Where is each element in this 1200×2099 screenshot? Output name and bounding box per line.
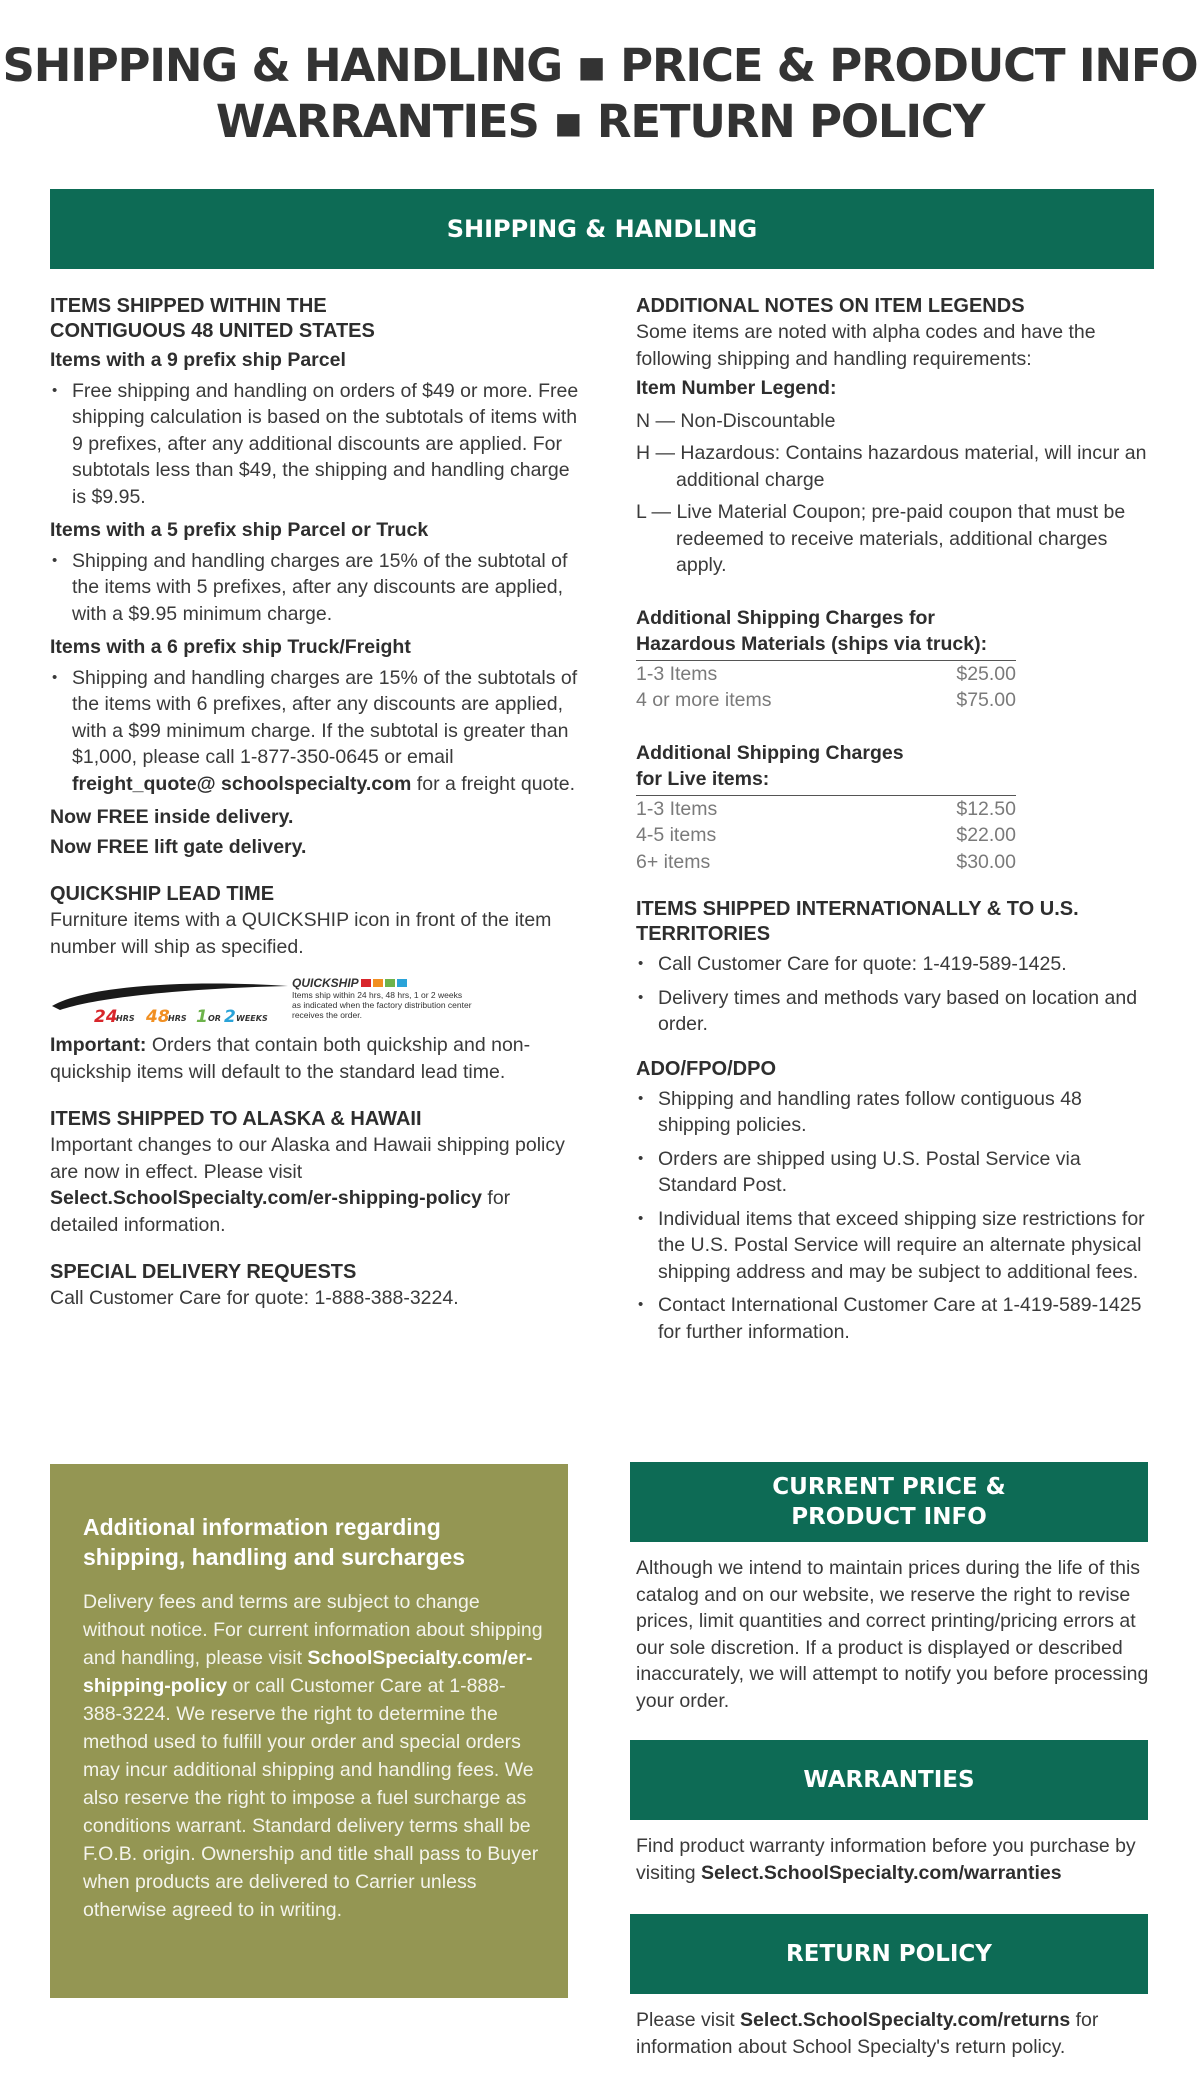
quickship-logo-text [292, 977, 472, 1020]
legends-intro: Some items are noted with alpha codes and have the following shipping and handling requirements: [636, 321, 1096, 370]
contiguous-heading-line1: ITEMS SHIPPED WITHIN THE [50, 295, 327, 317]
free-inside-delivery: Now FREE inside delivery. [50, 806, 294, 828]
hazmat-title-line1: Additional Shipping Charges for [636, 606, 935, 629]
live-title-line2: for Live items: [636, 768, 770, 790]
special-delivery-text: Call Customer Care for quote: 1-888-388-3224. [50, 1287, 459, 1309]
list-item: • Orders are shipped using U.S. Postal Service via Standard Post. [636, 1146, 1156, 1199]
hazmat-title-line2: Hazardous Materials (ships via truck): [636, 633, 988, 655]
quickship-logo [50, 970, 580, 1026]
legends-heading: ADDITIONAL NOTES ON ITEM LEGENDS [636, 295, 1025, 317]
page-title [0, 38, 1200, 150]
alaska-policy-link[interactable]: Select.SchoolSpecialty.com/er-shipping-policy [50, 1187, 482, 1209]
free-liftgate-delivery: Now FREE lift gate delivery. [50, 835, 307, 858]
table-row [636, 822, 1016, 849]
prefix6-text1: Shipping and handling charges are 15% of the subtotals of the items with 6 prefixes, after any discounts are applied, with a $99 minimum charge. If the subtotal is greater than $1,000, please call 1-877-350-0645 or email [72, 666, 578, 768]
alaska-heading: ITEMS SHIPPED TO ALASKA & HAWAII [50, 1108, 422, 1130]
qs-word-weeks: WEEKS [236, 1014, 268, 1023]
prefix9-title: Items with a 9 prefix ship Parcel [50, 349, 346, 371]
international-list [636, 951, 1156, 1038]
list-item: • Contact International Customer Care at 1-419-589-1425 for further information. [636, 1292, 1156, 1345]
prefix6-list [50, 665, 580, 798]
list-item: • Delivery times and methods vary based on location and order. [636, 985, 1156, 1038]
left-column [50, 294, 580, 1312]
price-info-text: Although we intend to maintain prices during the life of this catalog and on our website, we reserve the right to revise prices, limit quantities and correct printing/pricing errors at our sole discretion. If a product is displayed or described inaccurately, we will attempt to notify you before processing your order. [636, 1557, 1149, 1712]
hazmat-table-title [636, 605, 1016, 661]
price-banner-line2: PRODUCT INFO [791, 1504, 987, 1530]
list-item: • Individual items that exceed shipping size restrictions for the U.S. Postal Service will require an alternate physical shipping address and may be subject to additional fees. [636, 1206, 1156, 1286]
qs-word-hrs2: HRS [168, 1014, 187, 1023]
prefix5-list [50, 548, 580, 628]
important-label: Important: [50, 1034, 147, 1056]
row-label: 1-3 Items [636, 797, 718, 820]
hazmat-table [636, 605, 1016, 714]
contiguous-heading-line2: CONTIGUOUS 48 UNITED STATES [50, 320, 375, 342]
table-row [636, 796, 1016, 823]
contiguous-heading [50, 294, 580, 344]
shipping-info-text1: Delivery fees and terms are subject to change without notice. For current information about shipping and handling, please visit [83, 1591, 543, 1669]
quickship-swoosh-icon [50, 970, 290, 1026]
quickship-logo-title [292, 977, 472, 990]
list-item: • Shipping and handling rates follow contiguous 48 shipping policies. [636, 1086, 1156, 1139]
table-row [636, 687, 1016, 714]
shipping-info-heading: Additional information regarding shipping, handling and surcharges [83, 1514, 466, 1570]
important-text: Orders that contain both quickship and non-quickship items will default to the standard lead time. [50, 1034, 531, 1083]
alaska-text2: for detailed information. [50, 1187, 511, 1236]
list-item: • Call Customer Care for quote: 1-419-589-1425. [636, 951, 1156, 978]
quickship-text: Furniture items with a QUICKSHIP icon in front of the item number will ship as specified. [50, 909, 552, 958]
prefix9-list [50, 378, 580, 511]
qs-num-24: 24 [94, 1007, 118, 1026]
qs-num-48: 48 [146, 1007, 170, 1026]
return-policy-text [636, 2007, 1156, 2060]
quickship-logo-caption: Items ship within 24 hrs, 48 hrs, 1 or 2 weeks as indicated when the factory distribution center receives the order. [292, 989, 472, 1020]
warranties-text [636, 1833, 1156, 1886]
qs-num-1: 1 [196, 1007, 208, 1026]
returns-link[interactable]: Select.SchoolSpecialty.com/returns [740, 2009, 1071, 2031]
warranties-link[interactable]: Select.SchoolSpecialty.com/warranties [701, 1861, 1062, 1884]
alaska-text1: Important changes to our Alaska and Hawaii shipping policy are now in effect. Please visit [50, 1134, 565, 1183]
row-price: $22.00 [956, 824, 1016, 846]
apo-heading: ADO/FPO/DPO [636, 1057, 777, 1080]
shipping-info-box [50, 1464, 568, 1998]
prefix5-bullet: • Shipping and handling charges are 15% of the subtotal of the items with 5 prefixes, after any discounts are applied, with a $9.95 minimum charge. [50, 548, 580, 628]
warranties-text1: Find product warranty information before you purchase by visiting [636, 1835, 1136, 1884]
qs-word-or: OR [208, 1014, 221, 1023]
shipping-policy-link[interactable]: SchoolSpecialty.com/er-shipping-policy [83, 1647, 533, 1697]
apo-list [636, 1086, 1156, 1346]
row-label: 6+ items [636, 850, 711, 873]
shipping-info-text [83, 1588, 543, 1924]
international-heading: ITEMS SHIPPED INTERNATIONALLY & TO U.S. TERRITORIES [636, 898, 1079, 945]
legend-item-l: L — Live Material Coupon; pre-paid coupon that must be redeemed to receive materials, additional charges apply. [636, 501, 1126, 576]
page-title-line2: WARRANTIES ▪ RETURN POLICY [215, 95, 985, 148]
qs-word-hrs1: HRS [116, 1014, 135, 1023]
returns-text2: for information about School Specialty's return policy. [636, 2009, 1099, 2058]
special-delivery-heading: SPECIAL DELIVERY REQUESTS [50, 1261, 357, 1283]
price-info-banner [630, 1462, 1148, 1542]
return-policy-banner: RETURN POLICY [630, 1914, 1148, 1994]
prefix9-bullet: • Free shipping and handling on orders of $49 or more. Free shipping calculation is based on the subtotals of items with 9 prefixes, after any additional discounts are applied. For subtotals less than $49, the shipping and handling charge is $9.95. [50, 378, 580, 511]
price-banner-line1: CURRENT PRICE & [772, 1474, 1006, 1500]
legend-item-n: N — Non-Discountable [636, 409, 836, 432]
row-label: 4 or more items [636, 689, 772, 711]
row-price: $25.00 [956, 662, 1016, 685]
warranties-banner: WARRANTIES [630, 1740, 1148, 1820]
right-column [636, 294, 1156, 1352]
alaska-text [50, 1132, 580, 1238]
row-price: $12.50 [956, 797, 1016, 820]
row-price: $75.00 [956, 689, 1016, 711]
shipping-handling-banner: SHIPPING & HANDLING [50, 189, 1154, 269]
table-row [636, 661, 1016, 688]
table-row [636, 849, 1016, 876]
prefix5-title: Items with a 5 prefix ship Parcel or Truck [50, 519, 429, 541]
page-title-line1: SHIPPING & HANDLING ▪ PRICE & PRODUCT INFO [2, 39, 1198, 92]
legend-title: Item Number Legend: [636, 377, 837, 399]
row-label: 4-5 items [636, 824, 717, 846]
row-price: $30.00 [956, 850, 1016, 873]
returns-text1: Please visit [636, 2009, 741, 2031]
live-title-line1: Additional Shipping Charges [636, 741, 904, 764]
prefix6-bullet [50, 665, 580, 798]
shipping-info-text2: or call Customer Care at 1-888-388-3224. We reserve the right to determine the method used to fulfill your order and special orders may incur additional shipping and handling fees. We also reserve the right to impose a fuel surcharge as conditions warrant. Standard delivery terms shall be F.O.B. origin. Ownership and title shall pass to Buyer when products are delivered to Carrier unless otherwise agreed to in writing. [83, 1675, 539, 1921]
prefix6-text2: for a freight quote. [411, 772, 576, 795]
quickship-heading: QUICKSHIP LEAD TIME [50, 883, 275, 905]
qs-num-2: 2 [224, 1007, 236, 1026]
quickship-logo-title-text: QUICKSHIP [292, 975, 359, 990]
live-table-title [636, 740, 1016, 796]
row-label: 1-3 Items [636, 662, 718, 685]
freight-email-link[interactable]: freight_quote@ schoolspecialty.com [72, 772, 412, 795]
prefix6-title: Items with a 6 prefix ship Truck/Freight [50, 636, 411, 658]
quickship-important [50, 1032, 580, 1085]
live-table [636, 740, 1016, 876]
legend-item-h: H — Hazardous: Contains hazardous material, will incur an additional charge [636, 442, 1147, 491]
